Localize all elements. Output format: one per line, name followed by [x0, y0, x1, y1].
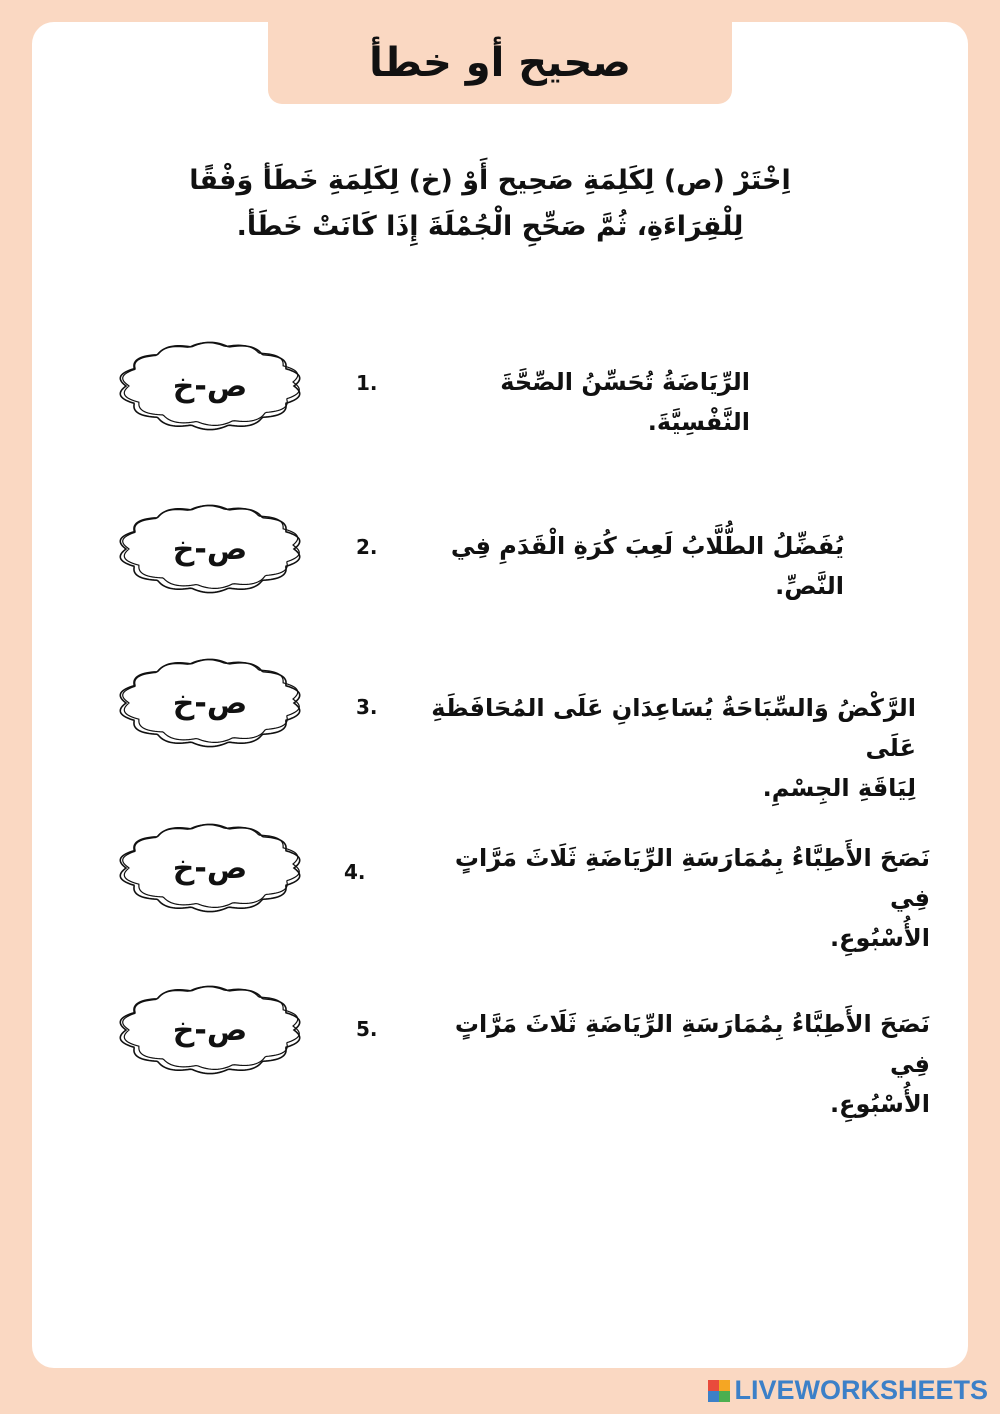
item-sentence-3	[396, 688, 916, 808]
liveworksheets-watermark	[708, 1375, 988, 1406]
answer-badge-label: ص-خ	[172, 850, 248, 886]
item-sentence-5-line-1: نَصَحَ الأَطِبَّاءُ بِمُمَارَسَةِ الرِّيَاضَةِ ثَلَاثَ مَرَّاتٍ فِي	[454, 1010, 930, 1078]
answer-badge-5[interactable]	[110, 978, 310, 1082]
answer-badge-1[interactable]	[110, 334, 310, 438]
item-sentence-4-line-1: نَصَحَ الأَطِبَّاءُ بِمُمَارَسَةِ الرِّيَاضَةِ ثَلَاثَ مَرَّاتٍ فِي	[454, 844, 930, 912]
answer-badge-label: ص-خ	[172, 685, 248, 721]
title-banner	[268, 22, 732, 104]
watermark-text: LIVEWORKSHEETS	[734, 1375, 988, 1405]
answer-badge-label: ص-خ	[172, 368, 248, 404]
item-sentence-2	[398, 526, 844, 606]
item-number-3: 3.	[356, 695, 378, 719]
item-number-5: 5.	[356, 1017, 378, 1041]
item-sentence-2-line-1: يُفَضِّلُ الطُّلَّابُ لَعِبَ كُرَةِ الْقَدَمِ فِي النَّصِّ.	[450, 532, 844, 600]
item-sentence-4-line-2: الأُسْبُوعِ.	[829, 924, 930, 952]
item-sentence-1	[390, 362, 750, 442]
item-sentence-3-line-1: الرَّكْضُ وَالسِّبَاحَةُ يُسَاعِدَانِ عَلَى المُحَافَظَةِ عَلَى	[431, 694, 916, 762]
liveworksheets-logo-icon	[708, 1380, 730, 1402]
instructions-line-1: اِخْتَرْ (ص) لِكَلِمَةِ صَحِيح أَوْ (خ) لِكَلِمَةِ خَطَأ وَفْقًا	[189, 165, 791, 196]
answer-badge-3[interactable]	[110, 651, 310, 755]
item-sentence-4	[410, 838, 930, 958]
item-sentence-5	[410, 1004, 930, 1124]
instructions-line-2: لِلْقِرَاءَةِ، ثُمَّ صَحِّحِ الْجُمْلَةَ إِذَا كَانَتْ خَطَأ.	[236, 211, 744, 242]
item-number-1: 1.	[356, 371, 378, 395]
item-sentence-5-line-2: الأُسْبُوعِ.	[829, 1090, 930, 1118]
item-number-2: 2.	[356, 535, 378, 559]
page-title: صحيح أو خطأ	[369, 40, 631, 86]
item-sentence-1-line-1: الرِّيَاضَةُ تُحَسِّنُ الصِّحَّةَ النَّفْسِيَّةَ.	[500, 368, 750, 436]
answer-badge-4[interactable]	[110, 816, 310, 920]
item-sentence-3-line-2: لِيَاقَةِ الجِسْمِ.	[762, 774, 916, 802]
answer-badge-label: ص-خ	[172, 531, 248, 567]
instructions	[150, 158, 830, 250]
item-number-4: 4.	[344, 860, 366, 884]
answer-badge-label: ص-خ	[172, 1012, 248, 1048]
answer-badge-2[interactable]	[110, 497, 310, 601]
